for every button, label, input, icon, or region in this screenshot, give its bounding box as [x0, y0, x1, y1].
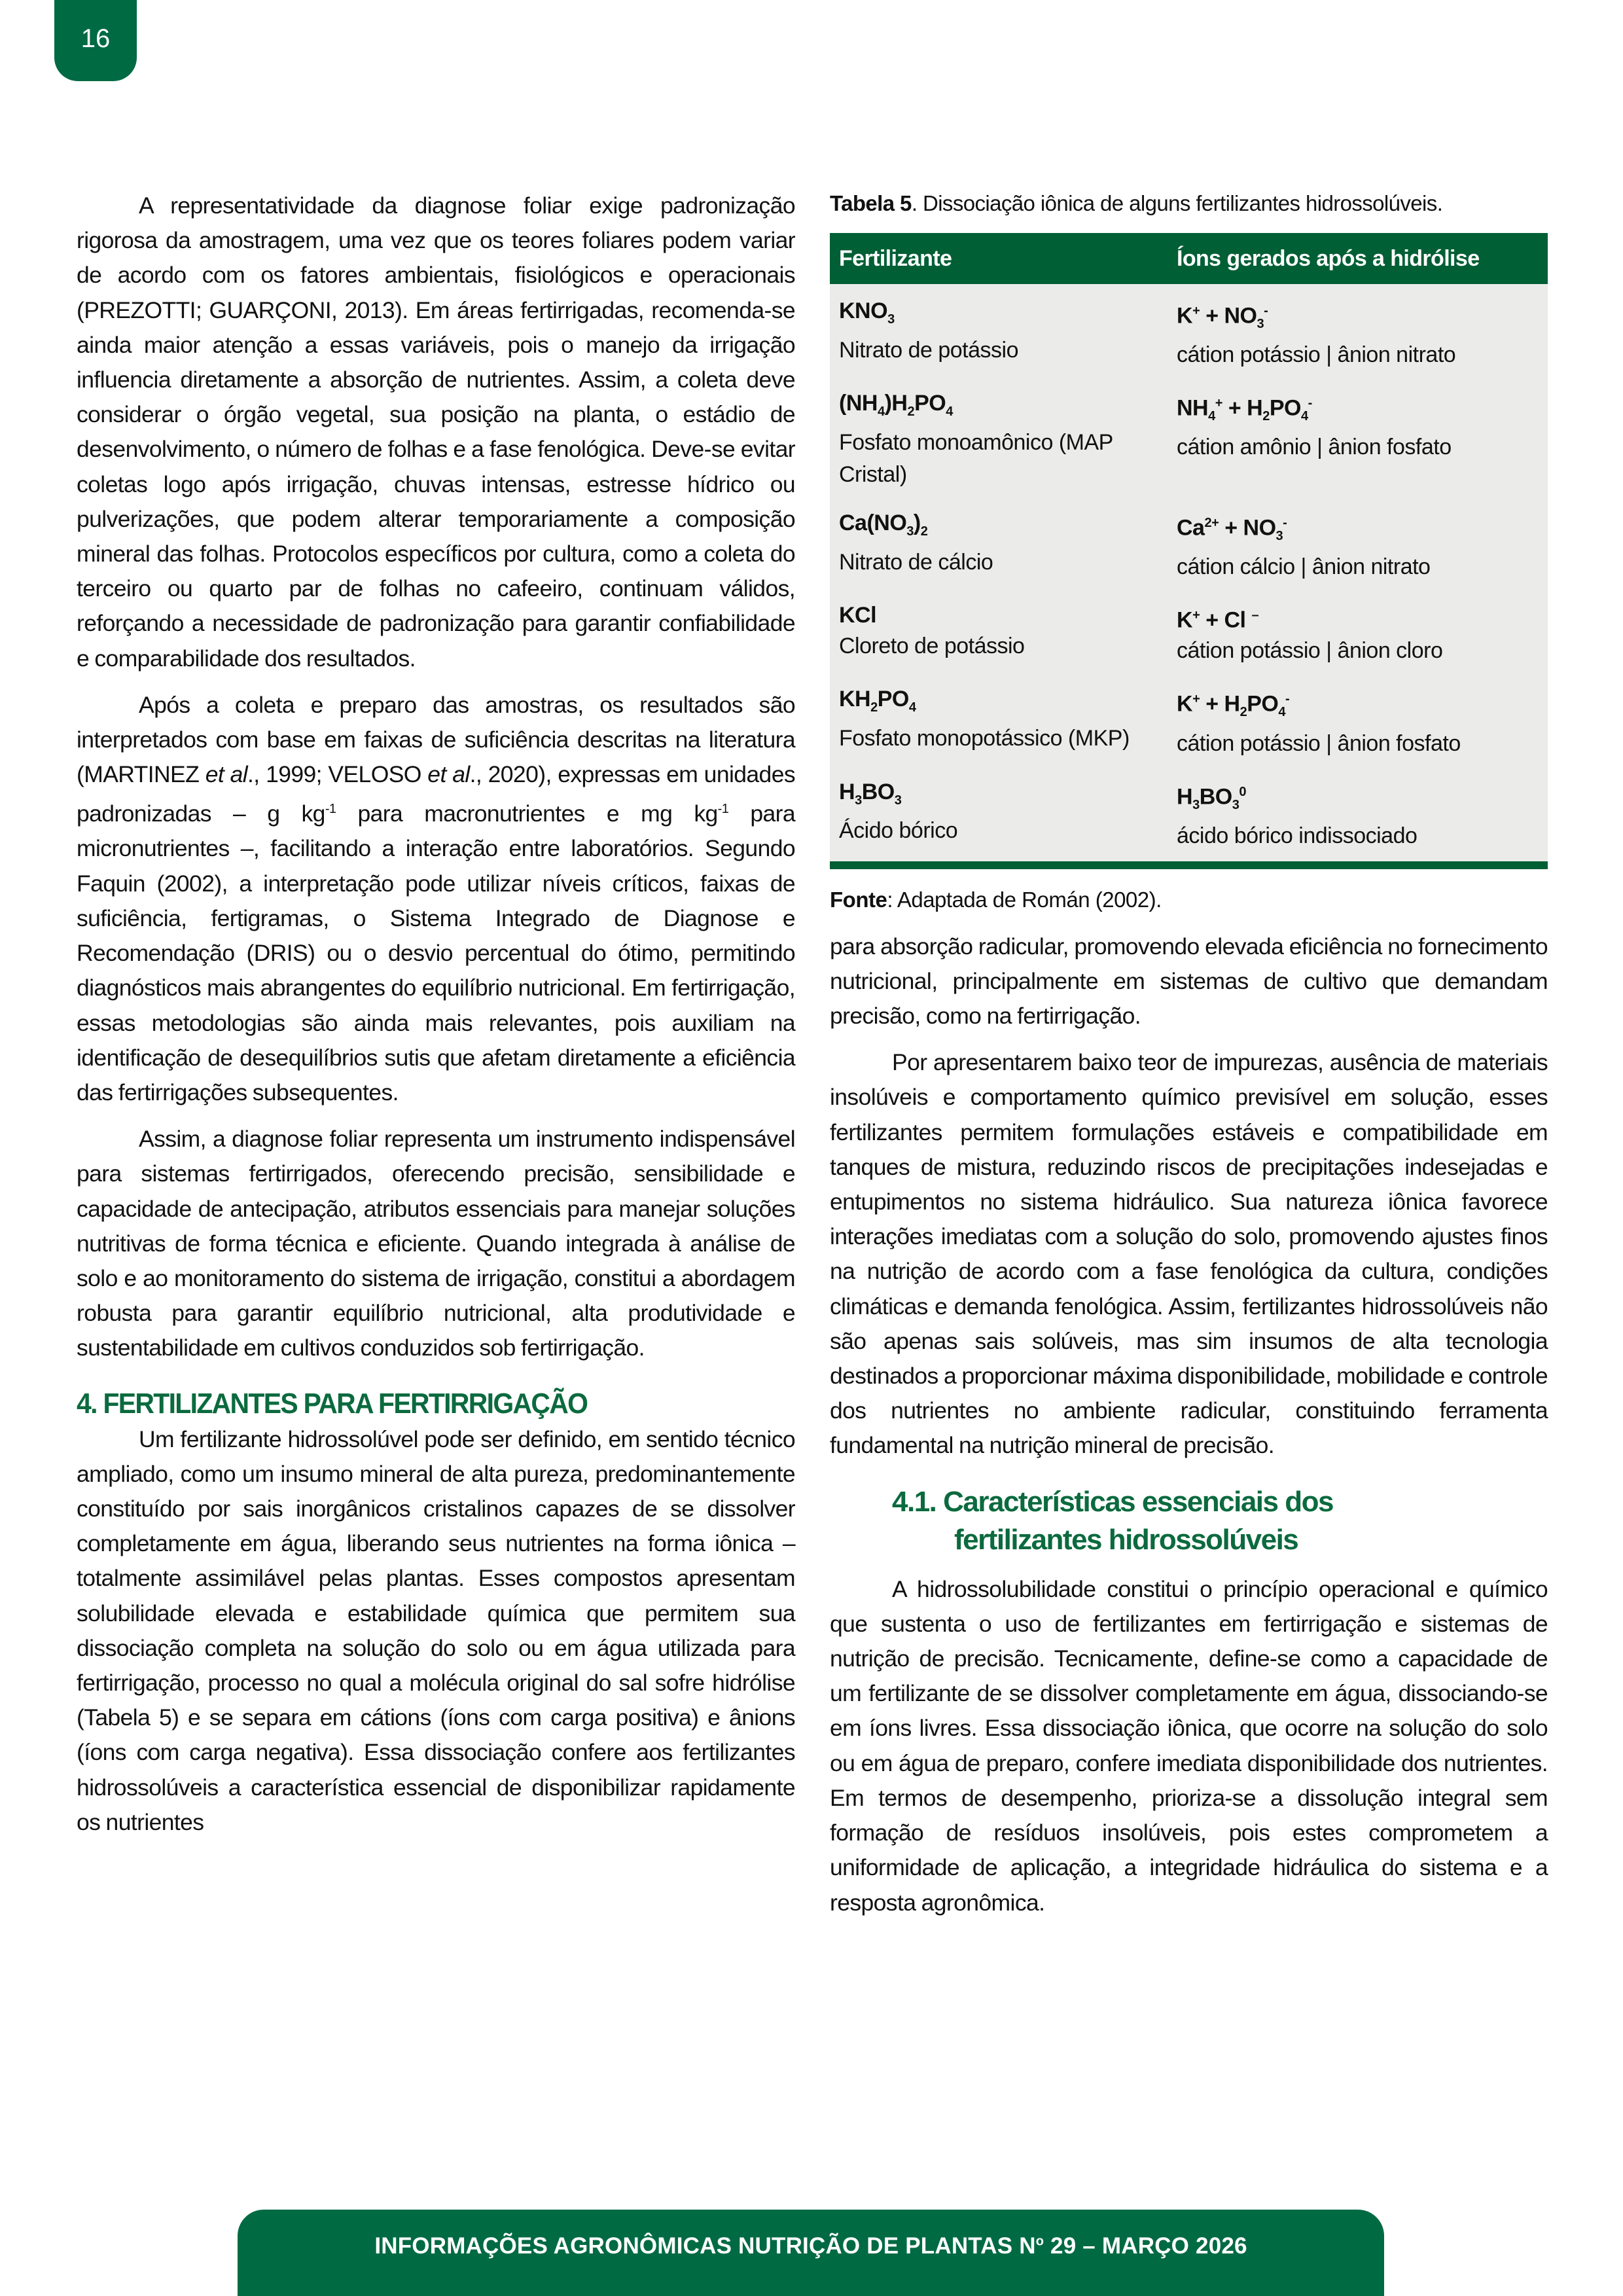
footer-text-a: INFORMAÇÕES AGRONÔMICAS NUTRIÇÃO DE PLANTAS N — [374, 2233, 1036, 2259]
ions-formula: $K^+ + NO_3^-$ — [1177, 303, 1268, 332]
paragraph-continuation: para absorção radicular, promovendo elevada eficiência no fornecimento nutricional, principalmente em sistemas de cultivo que demandam precisão, como na fertirrigação. — [830, 933, 1548, 1030]
fertilizer-name: Nitrato de potássio — [839, 337, 1018, 363]
paragraph-interpretation — [77, 688, 795, 1110]
source-text: : Adaptada de Román (2002). — [887, 887, 1162, 912]
ions-description: cátion cálcio | ânion nitrato — [1177, 554, 1431, 580]
fertilizer-formula: $Ca(NO_3)_2$ — [839, 510, 928, 539]
fertilizer-formula: $H_3BO_3$ — [839, 779, 902, 808]
fertilizer-name: Cloreto de potássio — [839, 634, 1025, 659]
text-span: ., 2020), expressas em unidades padronizadas – g kg — [77, 761, 795, 827]
fertilizer-table — [830, 233, 1548, 869]
ions-cell — [1177, 388, 1548, 491]
paragraph-advantages: Por apresentarem baixo teor de impurezas, ausência de materiais insolúveis e comportamento químico previsível em solução, esses fertilizantes permitem formulações estáveis e compatibilidade em tanques de mistura, reduzindo riscos de precipitações indesejadas e entupimentos no sistema hidráulico. Sua natureza iônica favorece interações imediatas com a solução do solo, promovendo ajustes finos na nutrição de acordo com a fase fenológica da cultura, condições climáticas e demanda fenológica. Assim, fertilizantes hidrossolúveis não são apenas sais solúveis, mas sim insumos de alta tecnologia destinados a proporcionar máxima disponibilidade, mobilidade e controle dos nutrientes no ambiente radicular, constituindo ferramenta fundamental na nutrição mineral de precisão. — [830, 1049, 1548, 1459]
subsection-heading-line1: 4.1. Características essenciais dos — [892, 1485, 1333, 1518]
subsection-heading-line2: fertilizantes hidrossolúveis — [954, 1523, 1298, 1556]
ions-description: cátion potássio | ânion nitrato — [1177, 342, 1456, 368]
ions-description: cátion amônio | ânion fosfato — [1177, 435, 1452, 460]
exponent: -1 — [717, 802, 729, 817]
footer-text — [374, 2233, 1247, 2259]
table-row — [830, 600, 1548, 667]
text-span: Após a coleta e preparo das amostras, os resultados são interpretados com base em faixas de suficiência descritas na literatura (MARTINEZ — [77, 691, 795, 788]
page-number-tab — [54, 0, 137, 81]
header-ions: Íons gerados após a hidrólise — [1177, 245, 1480, 271]
fertilizer-name: Fosfato monopotássico (MKP) — [839, 726, 1130, 751]
right-column — [830, 188, 1548, 1920]
header-fertilizer: Fertilizante — [839, 245, 952, 271]
ions-formula: $Ca^{2+} + NO_3^-$ — [1177, 515, 1287, 544]
ions-description: ácido bórico indissociado — [1177, 823, 1418, 848]
ions-cell — [1177, 684, 1548, 759]
fertilizer-name: Nitrato de cálcio — [839, 549, 993, 575]
table-caption-label: Tabela 5 — [830, 191, 912, 215]
ions-cell — [1177, 600, 1548, 667]
footer-ordinal: o — [1035, 2234, 1044, 2249]
italic-et-al: et al — [205, 761, 248, 788]
footer-bar — [238, 2210, 1384, 2296]
paragraph-hydrosolubility: A hidrossolubilidade constitui o princípio operacional e químico que sustenta o uso de fertilizantes em fertirrigação e sistemas de nutrição de precisão. Tecnicamente, define-se como a capacidade de um fertilizante de se dissolver completamente em água, dissociando-se em íons livres. Essa dissociação iônica, que ocorre na solução do solo ou em água de preparo, confere imediata disponibilidade dos nutrientes. Em termos de desempenho, prioriza-se a dissolução integral sem formação de resíduos insolúveis, pois estes comprometem a uniformidade de aplicação, a integridade hidráulica do sistema e a resposta agronômica. — [830, 1575, 1548, 1916]
paragraph-definition: Um fertilizante hidrossolúvel pode ser definido, em sentido técnico ampliado, como um insumo mineral de alta pureza, predominantemente constituído por sais inorgânicos cristalinos capazes de se dissolver completamente em água, liberando seus nutrientes na forma iônica – totalmente assimilável pelas plantas. Esses compostos apresentam solubilidade elevada e estabilidade química que permitem sua dissociação completa na solução do solo ou em água utilizada para fertirrigação, processo no qual a molécula original do sal sofre hidrólise (Tabela 5) e se separa em cátions (íons com carga positiva) e ânions (íons com carga negativa). Essa dissociação confere aos fertilizantes hidrossolúveis a característica essencial de disponibilizar rapidamente os nutrientes — [77, 1426, 795, 1835]
paragraph-conclusion: Assim, a diagnose foliar representa um instrumento indispensável para sistemas fertirrigados, oferecendo precisão, sensibilidade e capacidade de antecipação, atributos essenciais para manejar soluções nutritivas de forma técnica e eficiente. Quando integrada à análise de solo e ao monitoramento do sistema de irrigação, constitui a abordagem robusta para garantir equilíbrio nutricional, alta produtividade e sustentabilidade em cultivos conduzidos sob fertirrigação. — [77, 1126, 795, 1361]
ions-description: cátion potássio | ânion cloro — [1177, 638, 1443, 664]
fertilizer-cell — [830, 684, 1177, 759]
table-header — [830, 233, 1548, 284]
fertilizer-formula: $KNO_3$ — [839, 298, 895, 327]
fertilizer-cell — [830, 508, 1177, 583]
exponent: -1 — [325, 802, 336, 817]
fertilizer-name: Ácido bórico — [839, 818, 958, 844]
ions-cell — [1177, 296, 1548, 371]
fertilizer-formula: KCl — [839, 603, 877, 628]
paragraph-foliar-sampling: A representatividade da diagnose foliar exige padronização rigorosa da amostragem, uma vez que os teores foliares podem variar de acordo com os fatores ambientais, fisiológicos e operacionais (PREZOTTI; GUARÇONI, 2013). Em áreas fertirrigadas, recomenda-se ainda maior atenção a essas variáveis, pois o manejo da irrigação influencia diretamente a absorção de nutrientes. Assim, a coleta deve considerar o órgão vegetal, sua posição na planta, o estádio de desenvolvimento, o número de folhas e a fase fenológica. Deve-se evitar coletas logo após irrigação, chuvas intensas, estresse hídrico ou pulverizações, que podem alterar temporariamente a composição mineral das folhas. Protocolos específicos por cultura, como a coleta do terceiro ou quarto par de folhas no cafeeiro, continuam válidos, reforçando a necessidade de padronização para garantir confiabilidade e comparabilidade dos resultados. — [77, 192, 795, 672]
page-number: 16 — [80, 24, 111, 53]
fertilizer-formula: $KH_2PO_4$ — [839, 687, 916, 715]
italic-et-al: et al — [427, 761, 470, 788]
table-caption — [830, 188, 1548, 219]
ions-cell — [1177, 777, 1548, 852]
text-span: ., 1999; VELOSO — [247, 761, 428, 788]
fertilizer-name: Fosfato monoamônico (MAP Cristal) — [839, 429, 1113, 487]
text-span: para micronutrientes –, facilitando a interação entre laboratórios. Segundo Faquin (2002), a interpretação pode utilizar níveis críticos, faixas de suficiência, fertigramas, o Sistema Integrado de Diagnose e Recomendação (DRIS) ou o desvio percentual do ótimo, permitindo diagnósticos mais abrangentes do equilíbrio nutricional. Em fertirrigação, essas metodologias são ainda mais relevantes, pois auxiliam na identificação de desequilíbrios sutis que afetam diretamente a eficiência das fertirrigações subsequentes. — [77, 800, 795, 1105]
text-span: para macronutrientes e mg kg — [336, 800, 718, 827]
table-row — [830, 508, 1548, 583]
ions-formula: K+ + Cl – — [1177, 607, 1259, 633]
ions-formula: $K^+ + H_2PO_4^-$ — [1177, 691, 1290, 720]
table-row — [830, 684, 1548, 759]
ions-formula: $H_3BO_3^0$ — [1177, 783, 1246, 812]
table-caption-text: . Dissociação iônica de alguns fertilizantes hidrossolúveis. — [911, 191, 1443, 215]
fertilizer-cell — [830, 600, 1177, 667]
footer-text-b: 29 – MARÇO 2026 — [1044, 2233, 1247, 2259]
ions-formula: $NH_4^+ + H_2PO_4^-$ — [1177, 395, 1312, 424]
table-row — [830, 777, 1548, 852]
left-column — [77, 188, 795, 1840]
table-row — [830, 388, 1548, 491]
ions-description: cátion potássio | ânion fosfato — [1177, 730, 1461, 756]
table-row — [830, 296, 1548, 371]
table-source — [830, 885, 1548, 915]
source-label: Fonte — [830, 887, 887, 912]
ions-cell — [1177, 508, 1548, 583]
table-body — [830, 284, 1548, 861]
fertilizer-cell — [830, 777, 1177, 852]
section-heading: 4. FERTILIZANTES PARA FERTIRRIGAÇÃO — [77, 1387, 588, 1420]
fertilizer-cell — [830, 388, 1177, 491]
subsection-heading — [892, 1483, 1548, 1559]
fertilizer-formula: $(NH_4)H_2PO_4$ — [839, 391, 953, 419]
fertilizer-cell — [830, 296, 1177, 371]
